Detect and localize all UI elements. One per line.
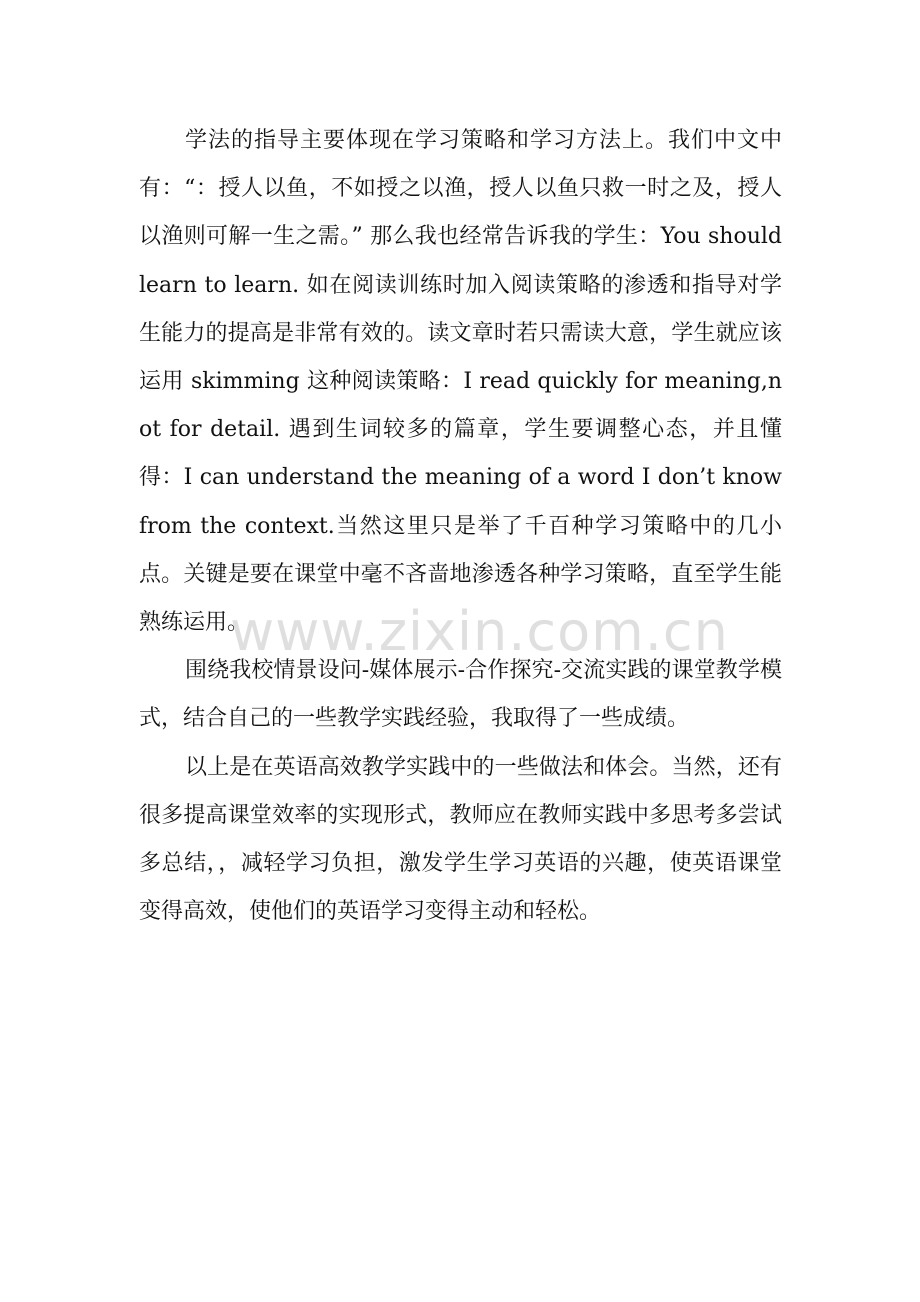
paragraph-conclusion: 以上是在英语高效教学实践中的一些做法和体会。当然，还有很多提高课堂效率的实现形式，教师应在教师实践中多思考多尝试多总结，，减轻学习负担，激发学生学习英语的兴趣，使英语课堂变得高效，使他们的英语学习变得主动和轻松。 [139, 754, 782, 925]
paragraph-teaching-mode: 围绕我校情景设问-媒体展示-合作探究-交流实践的课堂教学模式，结合自己的一些教学实践经验，我取得了一些成绩。 [139, 658, 782, 732]
paragraph-learning-strategies: 学法的指导主要体现在学习策略和学习方法上。我们中文中有：“：授人以鱼，不如授之以渔，授人以鱼只救一时之及，授人以渔则可解一生之需。” 那么我也经常告诉我的学生：You should learn to learn. 如在阅读训练时加入阅读策略的渗透和指导对学生能力的提高是非常有效的。读文章时若只需读大意，学生就应该运用 skimming 这种阅读策略：I read quickly for meaning,not for detail. 遇到生词较多的篇章，学生要调整心态，并且懂得：I can understand the meaning of a word I don’t know from the context.当然这里只是举了千百种学习策略中的几小点。关键是要在课堂中毫不吝啬地渗透各种学习策略，直至学生能熟练运用。 [139, 128, 782, 636]
watermark: www.zixin.com.cn [230, 600, 729, 663]
document-body [139, 117, 782, 936]
